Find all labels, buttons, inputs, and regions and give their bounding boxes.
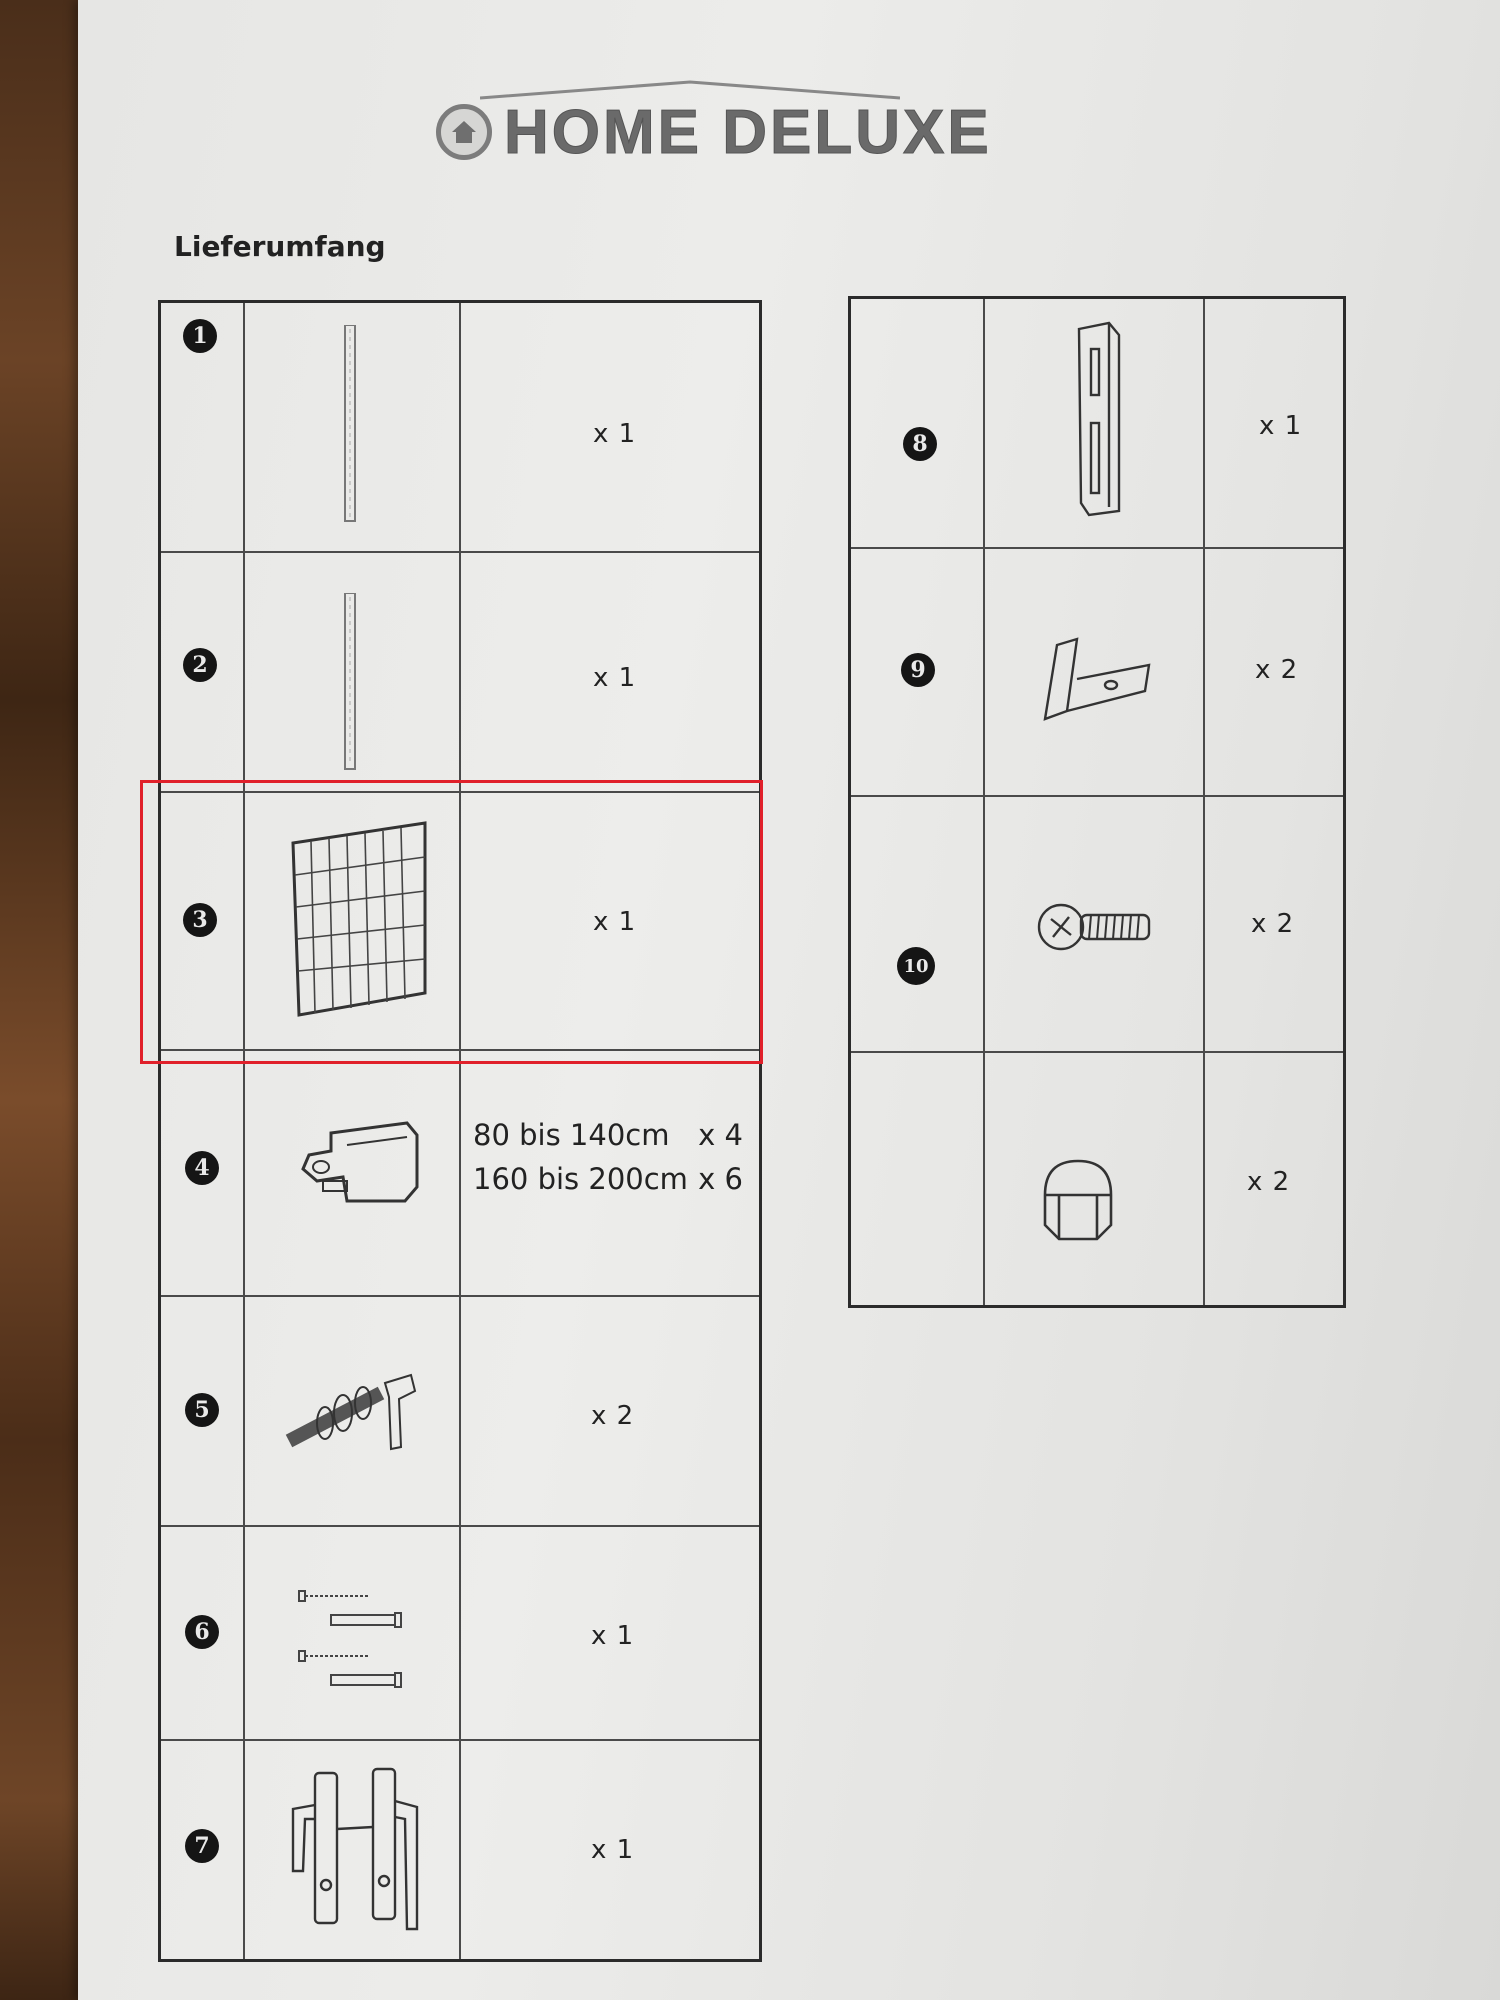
parts-table-right <box>848 296 1346 1308</box>
cap-nut-icon <box>1033 1155 1123 1245</box>
quantity: x 2 <box>591 1401 635 1431</box>
item-number: 7 <box>185 1829 219 1863</box>
table-row <box>161 553 759 793</box>
item-number: 3 <box>183 903 217 937</box>
quantity: x 2 <box>1255 655 1299 685</box>
item-number: 8 <box>903 427 937 461</box>
hinge-bracket-icon <box>287 1111 427 1211</box>
item-number: 1 <box>183 319 217 353</box>
brand-logo <box>436 92 1116 172</box>
table-row <box>851 549 1343 797</box>
quantity: x 1 <box>593 663 637 693</box>
table-row <box>161 1297 759 1527</box>
screws-and-dowels-icon <box>297 1587 417 1707</box>
item-number: 9 <box>901 653 935 687</box>
item-number: 10 <box>897 947 935 985</box>
parts-table-left <box>158 300 762 1962</box>
size-row <box>473 1157 743 1201</box>
table-row <box>161 1527 759 1741</box>
house-icon <box>436 104 492 160</box>
quantity: x 1 <box>593 907 637 937</box>
size-label: 160 bis 200cm <box>473 1162 688 1196</box>
quantity: x 2 <box>1251 909 1295 939</box>
selection-highlight-box <box>140 780 763 1064</box>
item-number: 5 <box>185 1393 219 1427</box>
door-handle-set-icon <box>285 1763 435 1943</box>
table-row <box>851 299 1343 549</box>
short-rod-icon <box>331 593 371 773</box>
size-quantity: x 6 <box>698 1162 743 1196</box>
quantity: x 1 <box>591 1621 635 1651</box>
table-row <box>161 303 759 553</box>
quantity: x 1 <box>591 1835 635 1865</box>
threaded-hinge-bolt-icon <box>281 1357 431 1467</box>
item-number: 6 <box>185 1615 219 1649</box>
size-row <box>473 1113 743 1157</box>
latch-plate-icon <box>1069 319 1129 519</box>
quantity: x 1 <box>1259 411 1303 441</box>
table-row <box>161 1741 759 1959</box>
phillips-screw-icon <box>1035 893 1155 963</box>
size-quantity: x 4 <box>698 1118 743 1152</box>
quantity: x 2 <box>1247 1167 1291 1197</box>
size-quantity-list <box>473 1113 743 1201</box>
item-number: 2 <box>183 648 217 682</box>
size-label: 80 bis 140cm <box>473 1118 670 1152</box>
long-rod-icon <box>331 325 371 525</box>
section-title: Lieferumfang <box>174 230 386 263</box>
table-row <box>851 797 1343 1053</box>
angle-bracket-icon <box>1037 635 1157 735</box>
quantity: x 1 <box>593 419 637 449</box>
brand-name: HOME DELUXE <box>504 97 992 167</box>
item-number: 4 <box>185 1151 219 1185</box>
table-row <box>851 1053 1343 1305</box>
table-row <box>161 1051 759 1297</box>
